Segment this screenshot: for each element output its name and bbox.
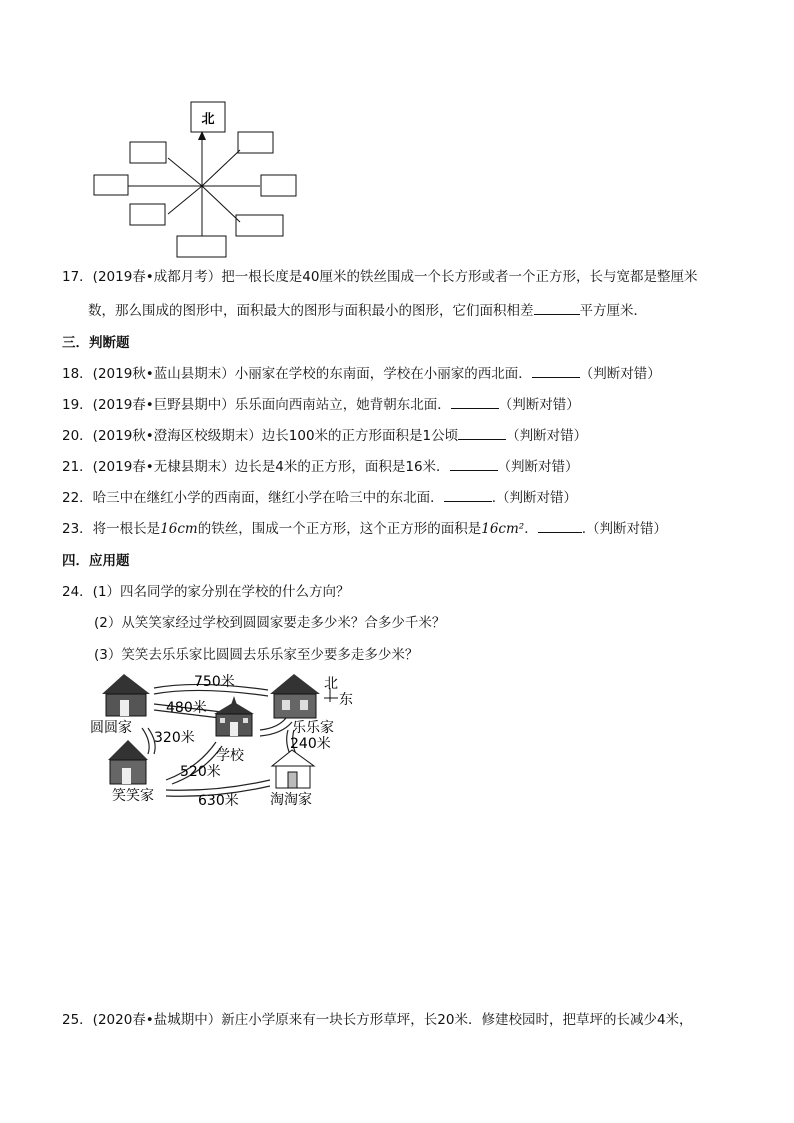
q20-answer-blank[interactable]	[458, 425, 506, 440]
north-label: 北	[201, 112, 215, 127]
q23-text-c: ．	[524, 521, 538, 537]
q25-line1: 25．(2020春•盐城期中）新庄小学原来有一块长方形草坪，长20米．修建校园时，把草坪的长减少4米，	[62, 1012, 693, 1028]
q23	[62, 518, 667, 539]
distance-480: 480米	[166, 700, 207, 716]
q18-answer-blank[interactable]	[532, 363, 580, 378]
q23-text-a: 23．将一根长是	[62, 521, 161, 537]
southeast-box	[236, 215, 283, 236]
compass-diagram	[88, 98, 298, 260]
northeast-box	[238, 132, 273, 153]
distance-240: 240米	[290, 736, 331, 752]
house-lele-icon	[270, 674, 320, 718]
distance-320: 320米	[154, 730, 195, 746]
road-320	[142, 728, 149, 754]
northeast-ray	[202, 150, 240, 186]
q17-line2-suffix: 平方厘米．	[579, 303, 647, 319]
q21-text: 21．(2019春•无棣县期末）边长是4米的正方形，面积是16米．	[62, 459, 450, 475]
q20-text: 20．(2019秋•澄海区校级期末）边长100米的正方形面积是1公顷	[62, 428, 459, 444]
q17-answer-blank[interactable]	[534, 300, 580, 315]
house-taotao-icon	[272, 750, 314, 788]
distance-520: 520米	[180, 764, 221, 780]
q18	[62, 363, 661, 384]
west-box	[94, 175, 128, 195]
house-yuanyuan-icon	[102, 674, 150, 716]
label-lele: 乐乐家	[292, 720, 334, 736]
label-taotao: 淘淘家	[270, 792, 312, 808]
south-box	[177, 236, 226, 257]
school-icon	[214, 696, 254, 736]
label-yuanyuan: 圆圆家	[90, 720, 132, 736]
q19-suffix: （判断对错）	[498, 397, 580, 413]
q22-suffix: .（判断对错）	[491, 490, 577, 506]
q18-suffix: （判断对错）	[579, 366, 661, 382]
q21	[62, 456, 579, 477]
q23-text-b: 的铁丝，围成一个正方形，这个正方形的面积是	[197, 521, 482, 537]
route-map	[88, 668, 368, 814]
label-xiaoxiao: 笑笑家	[112, 788, 154, 804]
q22	[62, 487, 577, 508]
q22-text: 22．哈三中在继红小学的西南面，继红小学在哈三中的东北面．	[62, 490, 444, 506]
label-school: 学校	[216, 748, 244, 764]
q21-answer-blank[interactable]	[450, 456, 498, 471]
distance-630: 630米	[198, 793, 239, 809]
q23-unit-1: 16cm	[160, 521, 198, 537]
map-north-label: 北	[324, 676, 338, 692]
southeast-ray	[202, 186, 240, 222]
q22-answer-blank[interactable]	[444, 487, 492, 502]
q20-suffix: （判断对错）	[506, 428, 588, 444]
q23-suffix: .（判断对错）	[581, 521, 667, 537]
section-3-title: 三．判断题	[62, 335, 130, 351]
distance-750: 750米	[194, 674, 235, 690]
q19-text: 19．(2019春•巨野县期中）乐乐面向西南站立，她背朝东北面．	[62, 397, 451, 413]
q24-part1: 24．(1）四名同学的家分别在学校的什么方向？	[62, 584, 350, 600]
northwest-box	[130, 142, 166, 163]
q24-part2: (2）从笑笑家经过学校到圆圆家要走多少米？合多少千米？	[94, 615, 446, 631]
house-xiaoxiao-icon	[108, 740, 148, 784]
q17-line1: 17．(2019春•成都月考）把一根长度是40厘米的铁丝围成一个长方形或者一个正方形，长与宽都是整厘米	[62, 269, 698, 285]
q18-text: 18．(2019秋•蓝山县期末）小丽家在学校的东南面，学校在小丽家的西北面．	[62, 366, 532, 382]
q20	[62, 425, 587, 446]
q21-suffix: （判断对错）	[497, 459, 579, 475]
east-box	[261, 175, 296, 196]
q23-answer-blank[interactable]	[538, 518, 582, 533]
q17-line2	[88, 300, 647, 321]
map-east-label: 东	[339, 692, 353, 708]
q17-line2-text: 数，那么围成的图形中，面积最大的图形与面积最小的图形，它们面积相差	[88, 303, 534, 319]
road-lele-school	[260, 718, 286, 730]
q19-answer-blank[interactable]	[451, 394, 499, 409]
northwest-ray	[168, 158, 202, 186]
southwest-ray	[168, 186, 202, 214]
q23-unit-2: 16cm²	[481, 521, 525, 537]
q24-part3: (3）笑笑去乐乐家比圆圆去乐乐家至少要多走多少米？	[94, 647, 419, 663]
q19	[62, 394, 580, 415]
southwest-box	[130, 204, 165, 225]
section-4-title: 四．应用题	[62, 553, 130, 569]
